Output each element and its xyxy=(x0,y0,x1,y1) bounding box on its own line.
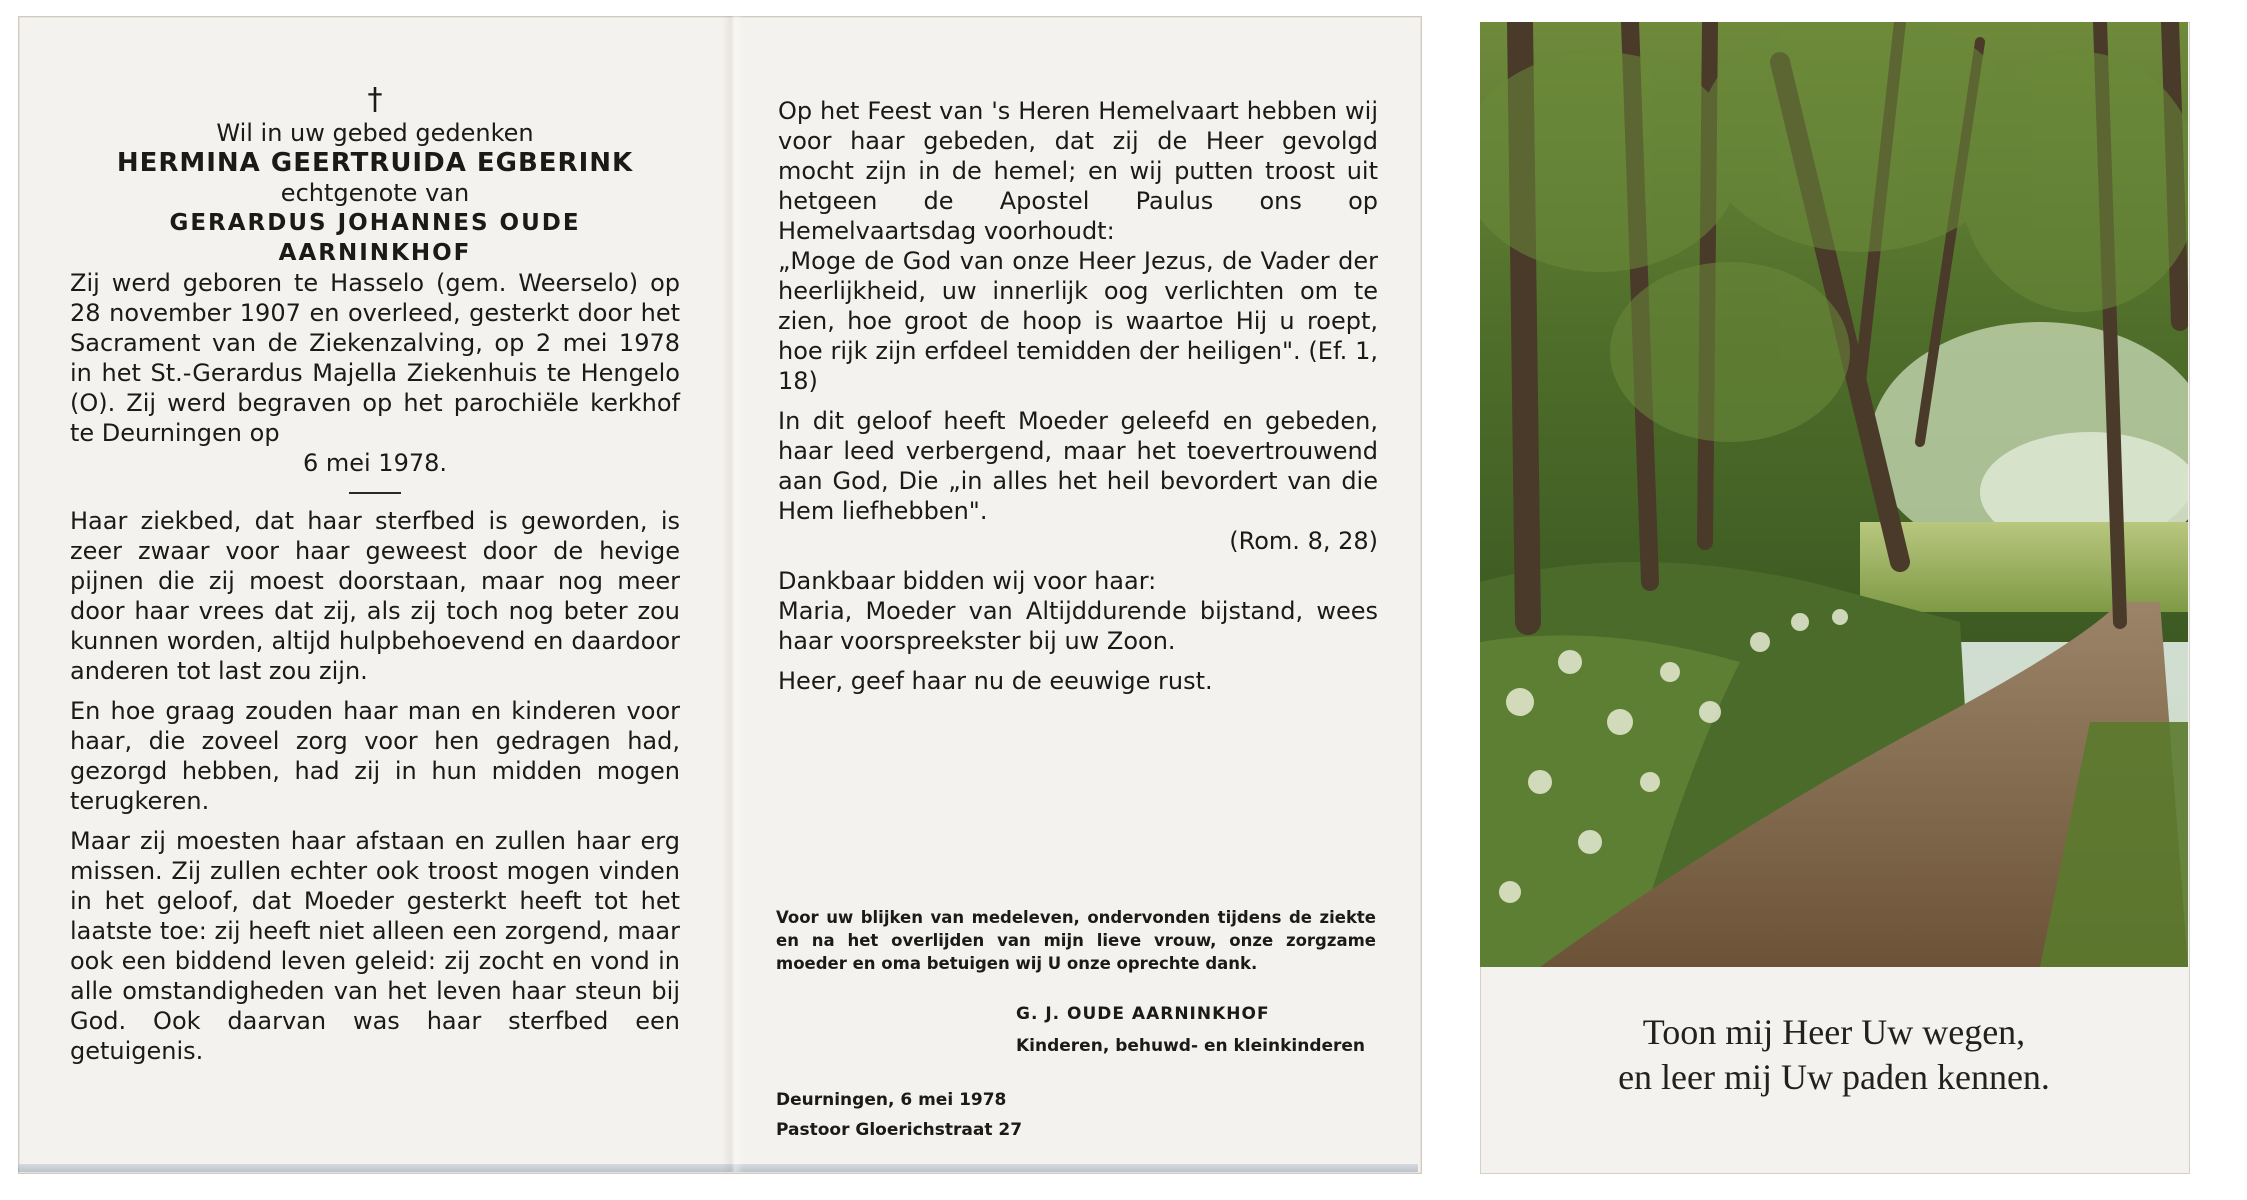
intro-text: Wil in uw gebed gedenken xyxy=(216,119,534,147)
left-paragraph-2: En hoe graag zouden haar man en kinderen voor haar, die zoveel zorg voor hen gedragen had, gezorgd hebben, had zij in hun midden mogen terugkeren. xyxy=(70,697,680,815)
left-paragraph-3: Maar zij moesten haar afstaan en zullen haar erg missen. Zij zullen echter ook troost mogen vinden in het geloof, dat Moeder gesterkt heeft tot het laatste toe: zij heeft niet alleen een zorgend, maar ook een biddend leven geleid: zij zocht en vond in alle omstandigheden van het leven haar steun bij God. Ook daarvan was haar sterfbed een getuigenis. xyxy=(70,827,680,1065)
right-panel xyxy=(778,96,1378,696)
verse-line-2: en leer mij Uw paden kennen. xyxy=(1618,1057,2050,1097)
divider xyxy=(349,492,401,494)
signature-name: G. J. OUDE AARNINKHOF xyxy=(1016,1004,1270,1024)
spouse-of-text: echtgenote van xyxy=(280,179,470,207)
card-edge xyxy=(18,1164,1418,1172)
deceased-name: HERMINA GEERTRUIDA EGBERINK xyxy=(116,148,634,178)
verse xyxy=(1480,1010,2188,1100)
verse-line-1: Toon mij Heer Uw wegen, xyxy=(1642,1012,2026,1052)
family-line: Kinderen, behuwd- en kleinkinderen xyxy=(1016,1036,1366,1056)
place-date: Deurningen, 6 mei 1978 xyxy=(776,1090,1007,1110)
right-paragraph-1: Op het Feest van 's Heren Hemelvaart hebben wij voor haar gebeden, dat zij de Heer gevolgd mocht zijn in de hemel; en wij putten troost uit hetgeen de Apostel Paulus ons op Hemelvaartsdag voorhoudt: xyxy=(778,97,1378,245)
bio-text: Zij werd geboren te Hasselo (gem. Weerselo) op 28 november 1907 en overleed, gesterkt door het Sacrament van de Ziekenzalving, op 2 mei 1978 in het St.-Gerardus Majella Ziekenhuis te Hengelo (O). Zij werd begraven op het parochiële kerkhof te Deurningen op xyxy=(70,269,680,447)
prayer-text: Maria, Moeder van Altijddurende bijstand, wees haar voorspreekster bij uw Zoon. xyxy=(778,597,1378,655)
closing-prayer: Heer, geef haar nu de eeuwige rust. xyxy=(778,667,1213,695)
thanks-text: Voor uw blijken van medeleven, ondervonden tijdens de ziekte en na het overlijden van mijn lieve vrouw, onze zorgzame moeder en oma betuigen wij U onze oprechte dank. xyxy=(776,908,1376,973)
burial-date: 6 mei 1978. xyxy=(302,449,448,477)
cross-icon: † xyxy=(367,82,383,117)
left-paragraph-1: Haar ziekbed, dat haar sterfbed is geworden, is zeer zwaar voor haar geweest door de hevige pijnen die zij moest doorstaan, maar nog meer door haar vrees dat zij, als zij toch nog beter zou kunnen worden, altijd hulpbehoevend en daardoor anderen tot last zou zijn. xyxy=(70,507,680,685)
scripture-reference: (Rom. 8, 28) xyxy=(1229,527,1378,555)
left-panel xyxy=(70,82,680,1066)
prayer-intro: Dankbaar bidden wij voor haar: xyxy=(778,567,1157,595)
card-fold xyxy=(722,16,744,1172)
path-landscape-photo xyxy=(1480,22,2188,967)
address: Pastoor Gloerichstraat 27 xyxy=(776,1120,1023,1140)
right-paragraph-2: In dit geloof heeft Moeder geleefd en gebeden, haar leed verbergend, maar het toevertrouwend aan God, Die „in alles het heil bevordert van die Hem liefhebben". xyxy=(778,407,1378,525)
scripture-quote: „Moge de God van onze Heer Jezus, de Vader der heerlijkheid, uw innerlijk oog verlichten om te zien, hoe groot de hoop is waartoe Hij u roept, hoe rijk zijn erfdeel temidden der heiligen". (Ef. 1, 18) xyxy=(778,247,1378,395)
spouse-name: GERARDUS JOHANNES OUDE AARNINKHOF xyxy=(169,210,581,266)
